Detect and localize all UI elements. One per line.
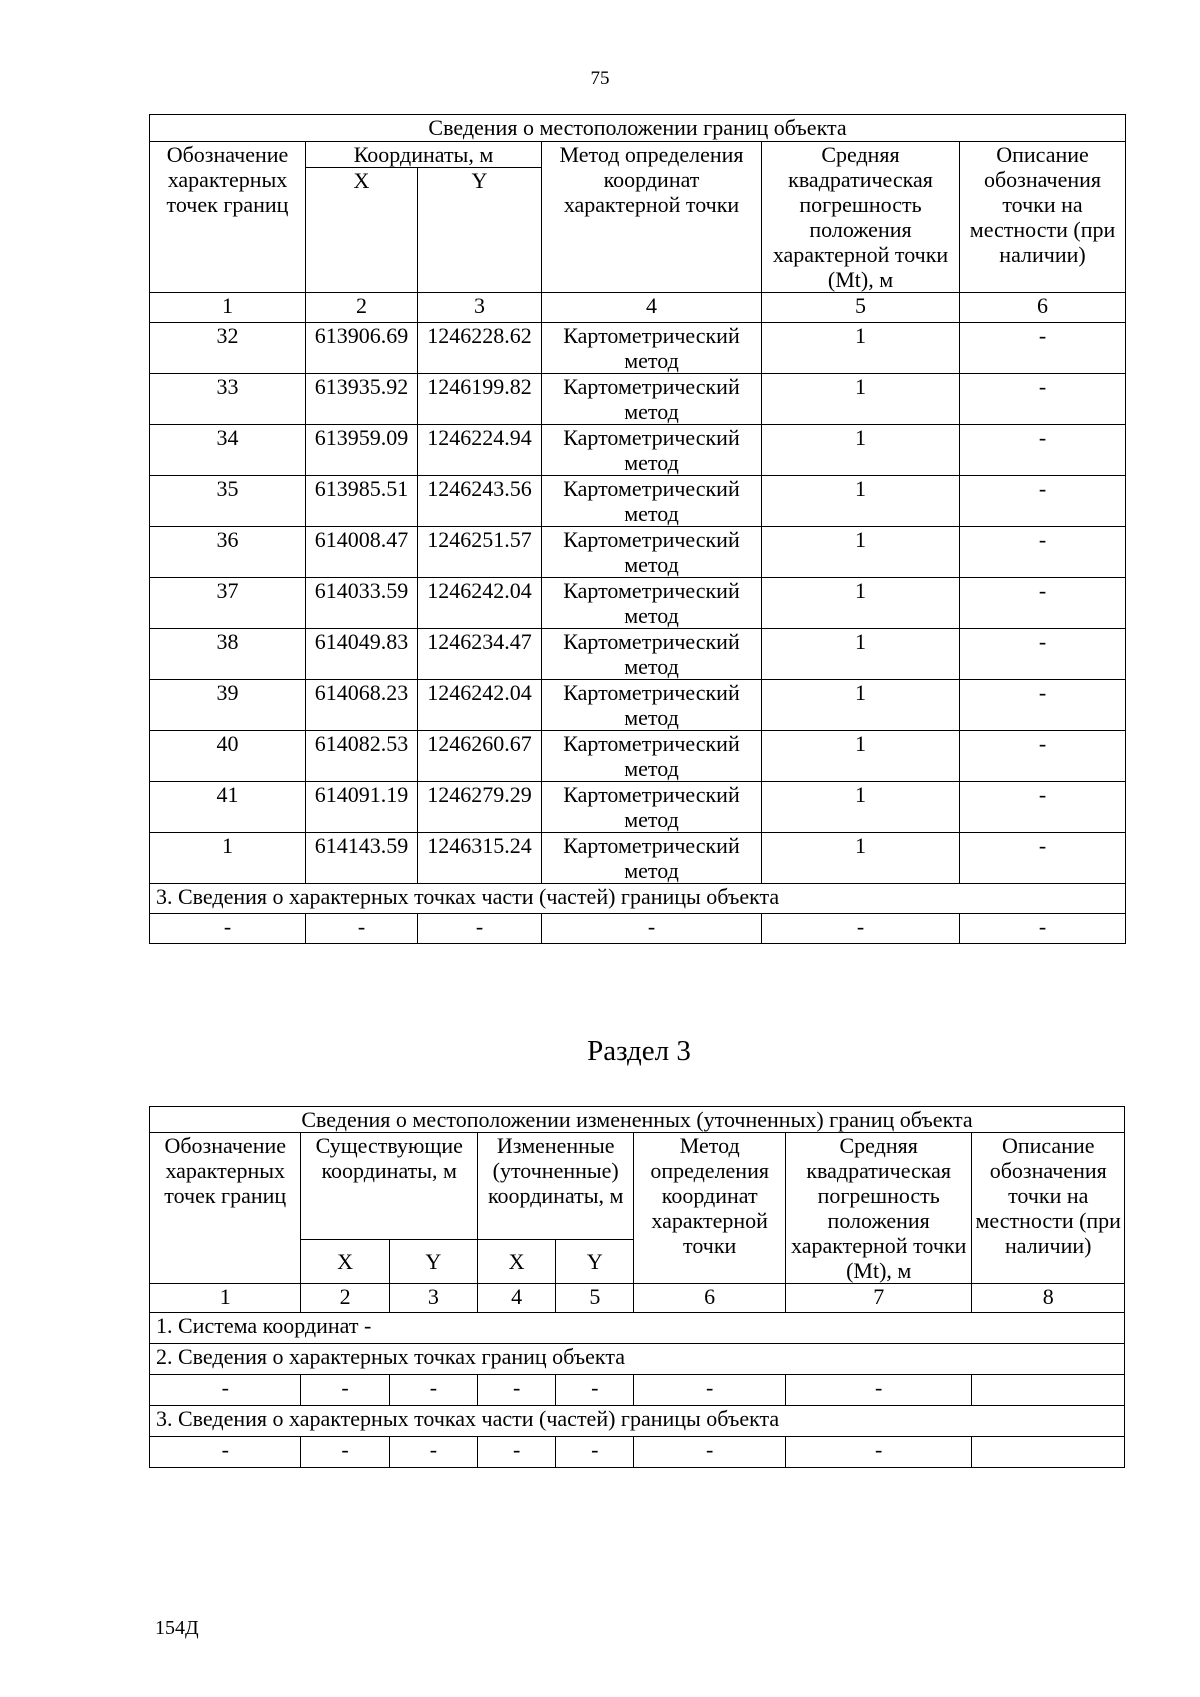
table-row [150,578,1126,629]
table-cell: - [301,1375,389,1406]
description-cell: - [960,731,1126,782]
y-coordinate-cell: 1246199.82 [418,374,542,425]
section-title: Раздел 3 [587,1035,691,1067]
parts-row [150,1437,1125,1468]
method-cell: Картометрический метод [542,323,762,374]
x-coordinate-cell: 614068.23 [306,680,418,731]
error-cell: 1 [762,374,960,425]
table-cell [972,1375,1125,1406]
description-cell: - [960,680,1126,731]
method-cell: Картометрический метод [542,374,762,425]
column-number: 1 [150,293,306,323]
y-coordinate-cell: 1246315.24 [418,833,542,884]
header-existing-coordinates: Существующие координаты, м [301,1133,478,1240]
column-numbers-row [150,293,1126,323]
column-number: 2 [306,293,418,323]
header-x-existing: X [301,1240,389,1284]
x-coordinate-cell: 614008.47 [306,527,418,578]
table-cell: - [389,1437,477,1468]
table-title: Сведения о местоположении границ объекта [150,115,1126,142]
table-cell: - [556,1437,634,1468]
x-coordinate-cell: 614091.19 [306,782,418,833]
method-cell: Картометрический метод [542,833,762,884]
point-number-cell: 38 [150,629,306,680]
description-cell: - [960,323,1126,374]
table-cell: - [306,914,418,944]
column-number: 3 [418,293,542,323]
error-cell: 1 [762,323,960,374]
coordinate-system-row: 1. Система координат - [150,1313,1125,1344]
method-cell: Картометрический метод [542,425,762,476]
page-number: 75 [590,68,610,89]
table-cell [972,1437,1125,1468]
method-cell: Картометрический метод [542,782,762,833]
column-number: 4 [542,293,762,323]
column-number: 8 [972,1284,1125,1313]
method-cell: Картометрический метод [542,680,762,731]
x-coordinate-cell: 614033.59 [306,578,418,629]
x-coordinate-cell: 614049.83 [306,629,418,680]
footer-code: 154Д [155,1617,199,1639]
error-cell: 1 [762,629,960,680]
header-error: Средняя квадратическая погрешность положения характерной точки (Mt), м [785,1133,972,1284]
parts-heading: 3. Сведения о характерных точках части (частей) границы объекта [150,1406,1125,1437]
column-number: 5 [556,1284,634,1313]
boundary-points-row [150,1375,1125,1406]
header-method: Метод определения координат характерной точки [542,142,762,293]
column-number: 3 [389,1284,477,1313]
column-number: 7 [785,1284,972,1313]
error-cell: 1 [762,833,960,884]
header-point-designation: Обозначение характерных точек границ [150,142,306,293]
y-coordinate-cell: 1246260.67 [418,731,542,782]
table-row [150,425,1126,476]
column-numbers-row [150,1284,1125,1313]
y-coordinate-cell: 1246242.04 [418,578,542,629]
header-y-existing: Y [389,1240,477,1284]
table-cell: - [389,1375,477,1406]
header-x: X [306,168,418,293]
y-coordinate-cell: 1246242.04 [418,680,542,731]
table-row [150,527,1126,578]
description-cell: - [960,425,1126,476]
y-coordinate-cell: 1246251.57 [418,527,542,578]
point-number-cell: 36 [150,527,306,578]
table-row [150,782,1126,833]
table-cell: - [960,914,1126,944]
description-cell: - [960,782,1126,833]
description-cell: - [960,629,1126,680]
point-number-cell: 35 [150,476,306,527]
y-coordinate-cell: 1246279.29 [418,782,542,833]
x-coordinate-cell: 614082.53 [306,731,418,782]
error-cell: 1 [762,680,960,731]
table-cell: - [634,1375,785,1406]
header-x-changed: X [477,1240,555,1284]
point-number-cell: 1 [150,833,306,884]
error-cell: 1 [762,425,960,476]
table-row [150,629,1126,680]
header-changed-coordinates: Измененные (уточненные) координаты, м [477,1133,633,1240]
error-cell: 1 [762,782,960,833]
point-number-cell: 34 [150,425,306,476]
header-description: Описание обозначения точки на местности (при наличии) [960,142,1126,293]
point-number-cell: 32 [150,323,306,374]
table-cell: - [785,1437,972,1468]
column-number: 2 [301,1284,389,1313]
table-row [150,476,1126,527]
x-coordinate-cell: 613935.92 [306,374,418,425]
x-coordinate-cell: 613985.51 [306,476,418,527]
x-coordinate-cell: 614143.59 [306,833,418,884]
table-row [150,731,1126,782]
table-cell: - [542,914,762,944]
parts-row [150,914,1126,944]
table-cell: - [150,1437,301,1468]
point-number-cell: 39 [150,680,306,731]
column-number: 1 [150,1284,301,1313]
header-description: Описание обозначения точки на местности (при наличии) [972,1133,1125,1284]
table-cell: - [150,1375,301,1406]
error-cell: 1 [762,731,960,782]
description-cell: - [960,374,1126,425]
column-number: 6 [634,1284,785,1313]
point-number-cell: 33 [150,374,306,425]
method-cell: Картометрический метод [542,731,762,782]
table-cell: - [762,914,960,944]
description-cell: - [960,527,1126,578]
header-y: Y [418,168,542,293]
y-coordinate-cell: 1246228.62 [418,323,542,374]
parts-heading: 3. Сведения о характерных точках части (частей) границы объекта [150,884,1126,914]
header-error: Средняя квадратическая погрешность положения характерной точки (Mt), м [762,142,960,293]
description-cell: - [960,578,1126,629]
table-cell: - [301,1437,389,1468]
table-title: Сведения о местоположении измененных (уточненных) границ объекта [150,1107,1125,1133]
y-coordinate-cell: 1246224.94 [418,425,542,476]
table-cell: - [556,1375,634,1406]
point-number-cell: 41 [150,782,306,833]
table-cell: - [477,1375,555,1406]
table-row [150,374,1126,425]
changed-boundaries-table [149,1106,1125,1468]
column-number: 5 [762,293,960,323]
method-cell: Картометрический метод [542,578,762,629]
x-coordinate-cell: 613959.09 [306,425,418,476]
header-y-changed: Y [556,1240,634,1284]
y-coordinate-cell: 1246243.56 [418,476,542,527]
error-cell: 1 [762,527,960,578]
point-number-cell: 37 [150,578,306,629]
header-coordinates: Координаты, м [306,142,542,168]
error-cell: 1 [762,476,960,527]
table-row [150,323,1126,374]
table-cell: - [477,1437,555,1468]
column-number: 6 [960,293,1126,323]
method-cell: Картометрический метод [542,527,762,578]
table-cell: - [634,1437,785,1468]
table-cell: - [150,914,306,944]
point-number-cell: 40 [150,731,306,782]
table-row [150,833,1126,884]
header-method: Метод определения координат характерной точки [634,1133,785,1284]
description-cell: - [960,476,1126,527]
x-coordinate-cell: 613906.69 [306,323,418,374]
description-cell: - [960,833,1126,884]
y-coordinate-cell: 1246234.47 [418,629,542,680]
header-point-designation: Обозначение характерных точек границ [150,1133,301,1284]
table-cell: - [418,914,542,944]
method-cell: Картометрический метод [542,629,762,680]
column-number: 4 [477,1284,555,1313]
error-cell: 1 [762,578,960,629]
table-cell: - [785,1375,972,1406]
boundary-coordinates-table [149,114,1126,944]
table-row [150,680,1126,731]
method-cell: Картометрический метод [542,476,762,527]
boundary-points-heading: 2. Сведения о характерных точках границ объекта [150,1344,1125,1375]
